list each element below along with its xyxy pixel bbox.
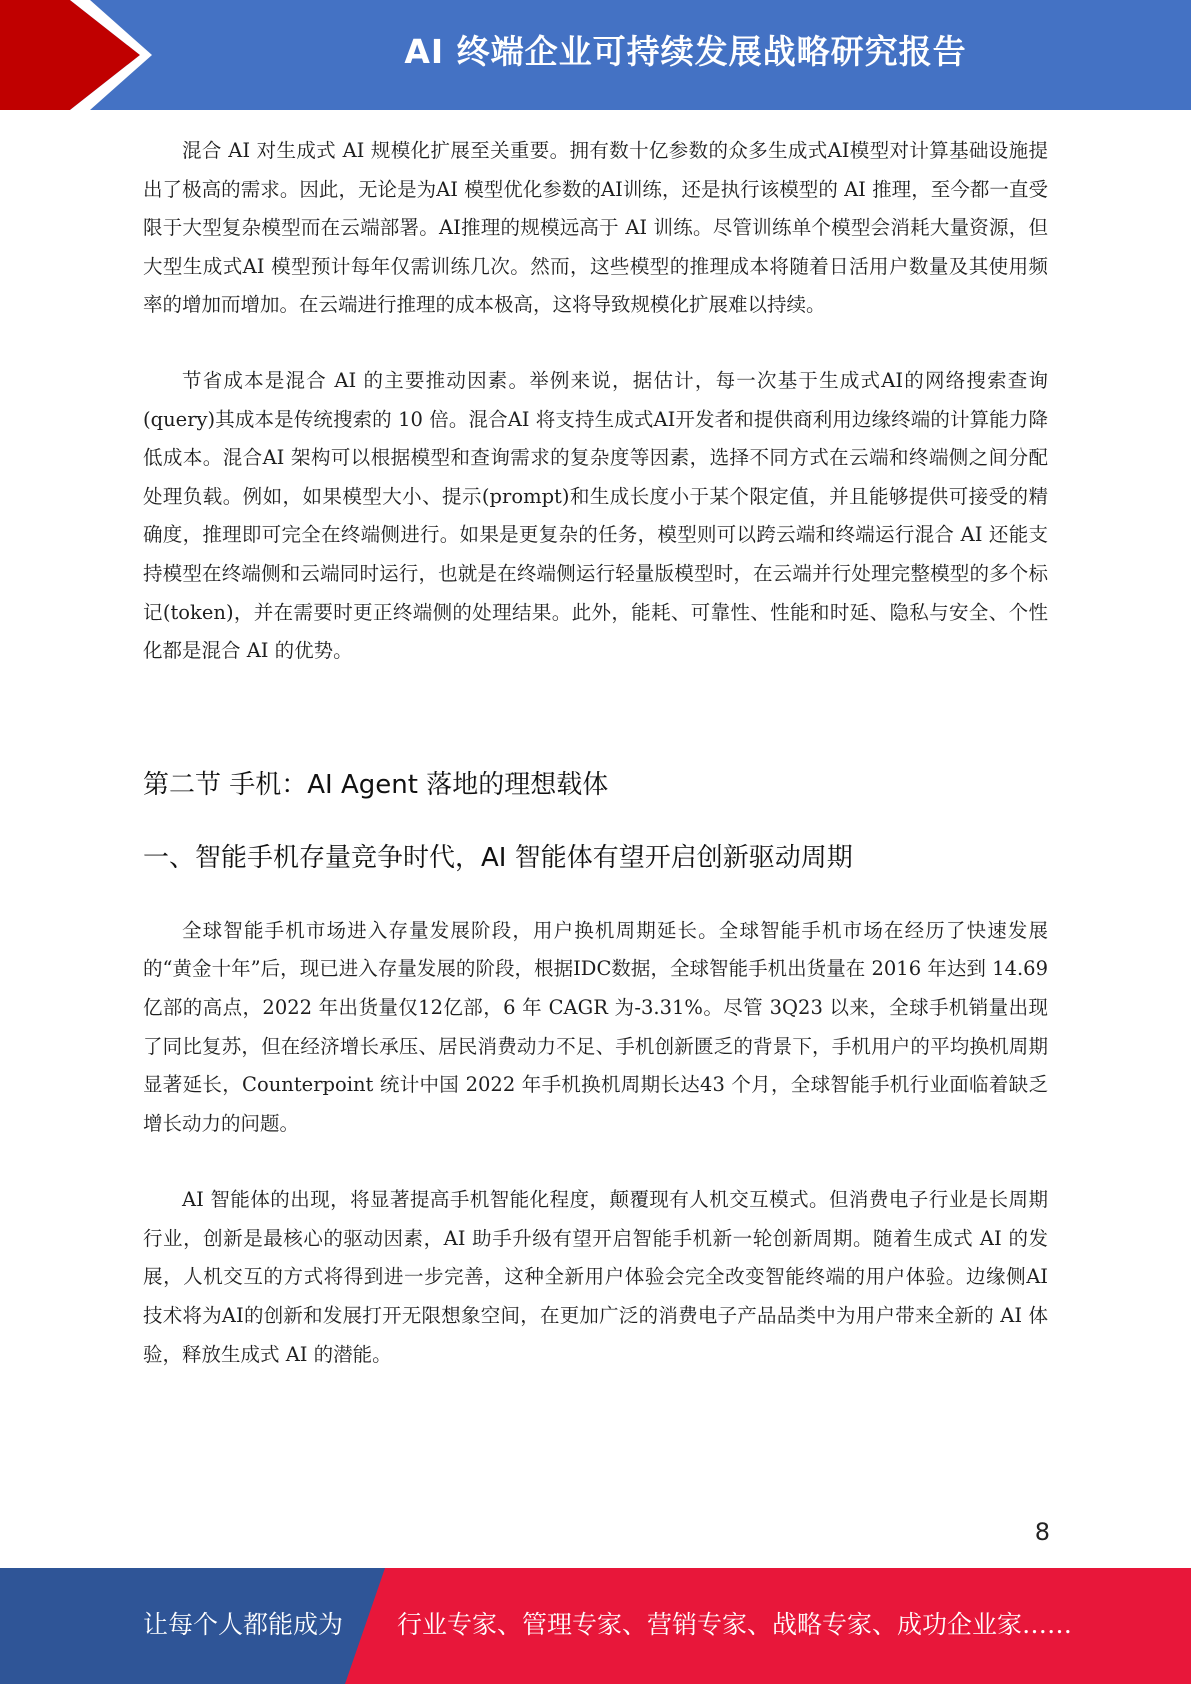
- body-paragraph: AI 智能体的出现，将显著提高手机智能化程度，颠覆现有人机交互模式。但消费电子行业是长周期行业，创新是最核心的驱动因素，AI 助手升级有望开启智能手机新一轮创新周期。随着生成式 AI 的发展，人机交互的方式将得到进一步完善，这种全新用户体验会完全改变智能终端的用户体验。边缘侧AI 技术将为AI的创新和发展打开无限想象空间，在更加广泛的消费电子产品品类中为用户带来全新的 AI 体验，释放生成式 AI 的潜能。: [143, 1188, 1048, 1366]
- section-heading: 第二节 手机：AI Agent 落地的理想载体: [143, 769, 609, 800]
- page-number: 8: [1034, 1518, 1050, 1546]
- page-content: [143, 132, 1048, 1374]
- page-footer: [0, 1568, 1191, 1684]
- document-title: AI 终端企业可持续发展战略研究报告: [404, 32, 967, 71]
- footer-slogan-left: 让每个人都能成为: [143, 1610, 344, 1639]
- subsection-heading: 一、智能手机存量竞争时代，AI 智能体有望开启创新驱动周期: [143, 842, 853, 873]
- footer-slogan-right: 行业专家、管理专家、营销专家、战略专家、成功企业家……: [397, 1610, 1073, 1639]
- body-paragraph: 混合 AI 对生成式 AI 规模化扩展至关重要。拥有数十亿参数的众多生成式AI模型对计算基础设施提出了极高的需求。因此，无论是为AI 模型优化参数的AI训练，还是执行该模型的 AI 推理，至今都一直受限于大型复杂模型而在云端部署。AI推理的规模远高于 AI 训练。尽管训练单个模型会消耗大量资源，但大型生成式AI 模型预计每年仅需训练几次。然而，这些模型的推理成本将随着日活用户数量及其使用频率的增加而增加。在云端进行推理的成本极高，这将导致规模化扩展难以持续。: [143, 139, 1048, 317]
- body-paragraph: 节省成本是混合 AI 的主要推动因素。举例来说，据估计，每一次基于生成式AI的网络搜索查询(query)其成本是传统搜索的 10 倍。混合AI 将支持生成式AI开发者和提供商利用边缘终端的计算能力降低成本。混合AI 架构可以根据模型和查询需求的复杂度等因素，选择不同方式在云端和终端侧之间分配处理负载。例如，如果模型大小、提示(prompt)和生成长度小于某个限定值，并且能够提供可接受的精确度，推理即可完全在终端侧进行。如果是更复杂的任务，模型则可以跨云端和终端运行混合 AI 还能支持模型在终端侧和云端同时运行，也就是在终端侧运行轻量版模型时，在云端并行处理完整模型的多个标记(token)，并在需要时更正终端侧的处理结果。此外，能耗、可靠性、性能和时延、隐私与安全、个性化都是混合 AI 的优势。: [143, 368, 1048, 663]
- page-header: [0, 0, 1191, 110]
- body-paragraph: 全球智能手机市场进入存量发展阶段，用户换机周期延长。全球智能手机市场在经历了快速发展的“黄金十年”后，现已进入存量发展的阶段，根据IDC数据，全球智能手机出货量在 2016 年达到 14.69 亿部的高点，2022 年出货量仅12亿部，6 年 CAGR 为-3.31%。尽管 3Q23 以来，全球手机销量出现了同比复苏，但在经济增长承压、居民消费动力不足、手机创新匮乏的背景下，手机用户的平均换机周期显著延长，Counterpoint 统计中国 2022 年手机换机周期长达43 个月，全球智能手机行业面临着缺乏增长动力的问题。: [143, 918, 1048, 1135]
